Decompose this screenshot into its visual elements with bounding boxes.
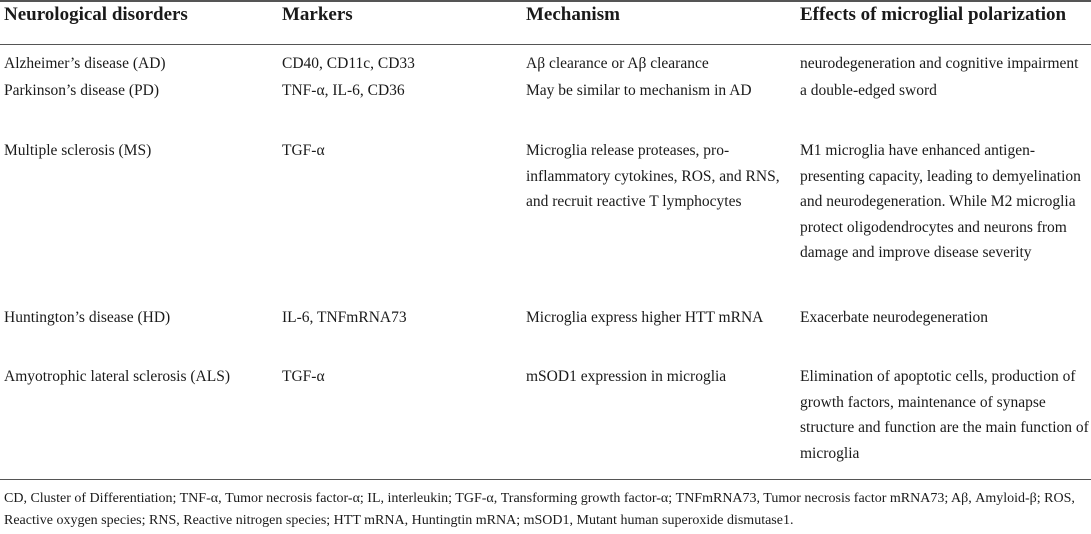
table-row-hd-disorder: Huntington’s disease (HD): [4, 309, 171, 326]
table-row-pd-markers: TNF-α, IL-6, CD36: [282, 82, 405, 99]
table-row-ms-mechanism: Microglia release proteases, pro-inflammatory cytokines, ROS, and RNS, and recruit reactive T lymphocytes: [526, 142, 780, 210]
table-row-hd-mechanism: Microglia express higher HTT mRNA: [526, 309, 764, 326]
table-row-pd-mechanism: May be similar to mechanism in AD: [526, 82, 752, 99]
table-row-pd-effects: a double-edged sword: [800, 82, 937, 99]
table-row-ad-disorder: Alzheimer’s disease (AD): [4, 55, 166, 72]
header-effects: Effects of microglial polarization: [800, 4, 1067, 25]
table-row-als-markers: TGF-α: [282, 368, 325, 385]
table-row-ad-mechanism: Aβ clearance or Aβ clearance: [526, 55, 709, 72]
table-row-als-mechanism: mSOD1 expression in microglia: [526, 368, 727, 385]
table-row-ad-effects: neurodegeneration and cognitive impairment: [800, 55, 1079, 72]
table-row-hd-markers: IL-6, TNFmRNA73: [282, 309, 407, 326]
table-row-ms-markers: TGF-α: [282, 142, 325, 159]
table-row-als-disorder: Amyotrophic lateral sclerosis (ALS): [4, 368, 230, 385]
table-row-pd-disorder: Parkinson’s disease (PD): [4, 82, 159, 99]
table-row-ms-disorder: Multiple sclerosis (MS): [4, 142, 152, 159]
header-mechanism: Mechanism: [526, 4, 620, 25]
table-footnote: CD, Cluster of Differentiation; TNF-α, Tumor necrosis factor-α; IL, interleukin; TGF-α, Transforming growth factor-α; TNFmRNA73, Tumor necrosis factor mRNA73; Aβ, Amyloid-β; ROS, Reactive oxygen species; RNS, Reactive nitrogen species; HTT mRNA, Huntingtin mRNA; mSOD1, Mutant human superoxide dismutase1.: [4, 491, 1075, 528]
header-markers: Markers: [282, 4, 353, 25]
header-neurological-disorders: Neurological disorders: [4, 4, 188, 25]
table-row-als-effects: Elimination of apoptotic cells, production of growth factors, maintenance of synapse structure and function are the main function of microglia: [800, 368, 1089, 462]
table-row-hd-effects: Exacerbate neurodegeneration: [800, 309, 989, 326]
table-bottom-rule: [0, 479, 1091, 480]
table-row-ms-effects: M1 microglia have enhanced antigen-presenting capacity, leading to demyelination and neurodegeneration. While M2 microglia protect oligodendrocytes and neurons from damage and improve disease severity: [800, 142, 1081, 261]
table-header-rule: [0, 44, 1091, 45]
table-row-ad-markers: CD40, CD11c, CD33: [282, 55, 415, 72]
